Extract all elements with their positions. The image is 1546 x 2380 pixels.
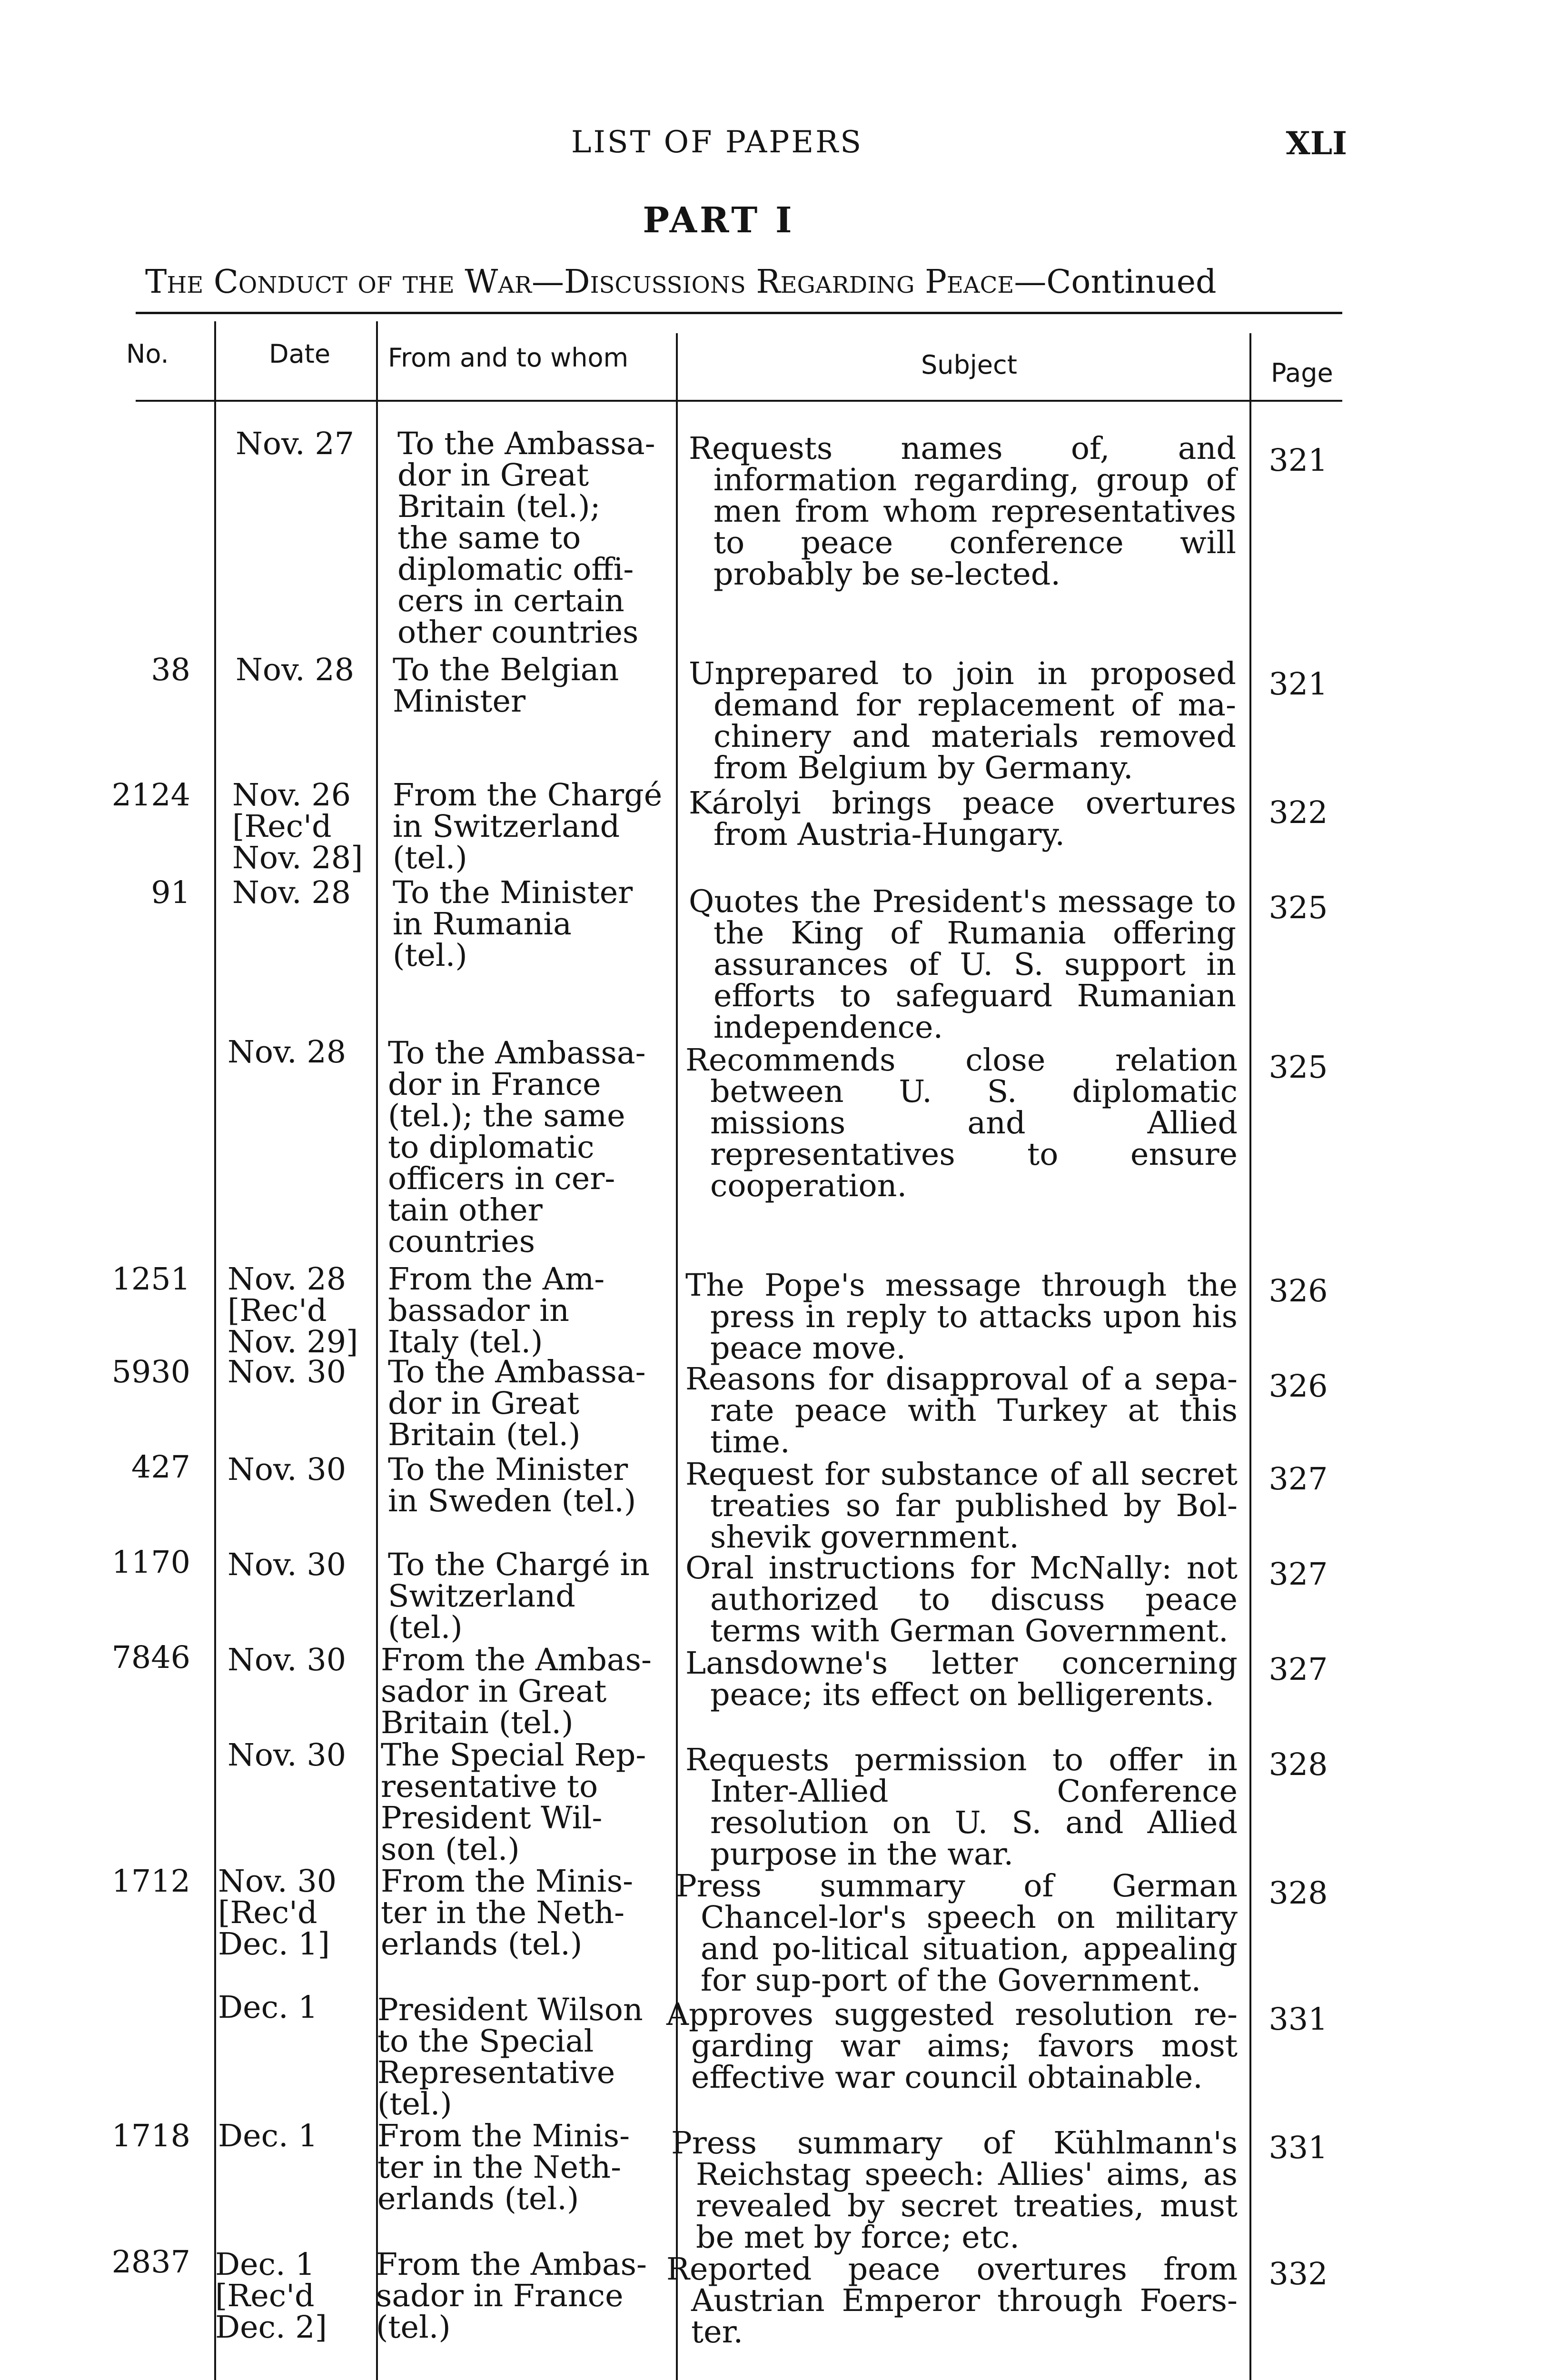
row-page: 321 xyxy=(1269,666,1328,702)
row-number: 5930 xyxy=(111,1354,190,1390)
row-subject xyxy=(685,1042,1238,1204)
row-date: Nov. 30 xyxy=(228,1642,347,1678)
row-subject xyxy=(689,658,1236,784)
row-subject xyxy=(685,1459,1238,1553)
row-subject xyxy=(671,2125,1238,2255)
row-number: 38 xyxy=(151,652,190,688)
row-subject xyxy=(666,1999,1238,2093)
row-date: Dec. 1 [Rec'd Dec. 2] xyxy=(215,2247,327,2345)
row-from: From the Minis- ter in the Neth- erlands (tel.) xyxy=(381,1864,634,1962)
row-subject xyxy=(685,1742,1238,1872)
row-page: 327 xyxy=(1269,1461,1328,1497)
row-date: Nov. 28 xyxy=(232,875,351,911)
row-subject-text: Recommends close relation between U. S. diplomatic missions and Allied representatives to ensure cooperation. xyxy=(685,1042,1238,1204)
row-page: 331 xyxy=(1269,2130,1328,2166)
row-from: From the Am- bassador in Italy (tel.) xyxy=(388,1261,605,1360)
row-subject-text: Press summary of German Chancel-lor's speech on military and po-litical situation, appealing for sup-port of the Government. xyxy=(676,1868,1238,1998)
column-divider xyxy=(1249,333,1251,2380)
row-date: Nov. 26 [Rec'd Nov. 28] xyxy=(232,777,363,876)
row-page: 328 xyxy=(1269,1747,1328,1783)
row-from: From the Chargé in Switzerland (tel.) xyxy=(393,777,663,876)
column-header-subject: Subject xyxy=(921,350,1017,380)
row-date: Nov. 30 xyxy=(228,1737,347,1773)
row-page: 327 xyxy=(1269,1557,1328,1592)
row-date: Dec. 1 xyxy=(218,1990,318,2025)
table-top-rule xyxy=(136,312,1342,314)
row-from: The Special Rep- resentative to President Wil- son (tel.) xyxy=(381,1737,646,1867)
row-date: Dec. 1 xyxy=(218,2118,318,2154)
row-date: Nov. 30 [Rec'd Dec. 1] xyxy=(218,1864,337,1962)
row-subject-text: Reasons for disapproval of a sepa-rate peace with Turkey at this time. xyxy=(685,1361,1238,1460)
row-date: Nov. 28 xyxy=(228,1034,347,1070)
row-from: To the Ambassa- dor in France (tel.); the same to diplomatic officers in cer- tain other countries xyxy=(388,1035,646,1259)
row-from: To the Chargé in Switzerland (tel.) xyxy=(388,1547,650,1646)
row-from: To the Belgian Minister xyxy=(393,652,619,719)
part-title: PART I xyxy=(643,200,795,241)
page-folio: XLI xyxy=(1286,125,1347,162)
row-page: 325 xyxy=(1269,1050,1328,1085)
row-date: Nov. 30 xyxy=(228,1452,347,1488)
row-subject-text: The Pope's message through the press in reply to attacks upon his peace move. xyxy=(685,1268,1238,1366)
section-title-caps: The Conduct of the War—Discussions Regarding Peace— xyxy=(145,263,1047,301)
row-page: 321 xyxy=(1269,443,1328,478)
section-title xyxy=(145,263,1217,301)
row-subject-text: Requests permission to offer in Inter-Allied Conference resolution on U. S. and Allied purpose in the war. xyxy=(685,1742,1238,1872)
row-subject xyxy=(676,1868,1238,1998)
row-number: 427 xyxy=(131,1449,190,1485)
row-subject-text: Oral instructions for McNally: not authorized to discuss peace terms with German Government. xyxy=(685,1550,1238,1649)
row-subject-text: Károlyi brings peace overtures from Austria-Hungary. xyxy=(689,785,1236,853)
row-date: Nov. 28 [Rec'd Nov. 29] xyxy=(228,1261,358,1360)
row-from: From the Ambas- sador in France (tel.) xyxy=(376,2247,647,2345)
row-subject-text: Request for substance of all secret treaties so far published by Bol-shevik government. xyxy=(685,1457,1238,1555)
row-date: Nov. 28 xyxy=(236,652,355,688)
row-subject-text: Reported peace overtures from Austrian Emperor through Foers-ter. xyxy=(666,2251,1238,2350)
row-page: 327 xyxy=(1269,1652,1328,1687)
column-divider xyxy=(214,321,216,2380)
column-header-page: Page xyxy=(1271,358,1333,388)
row-subject-text: Requests names of, and information regarding, group of men from whom representatives to peace conference will probably be se-lected. xyxy=(689,431,1236,592)
row-number: 1251 xyxy=(111,1261,190,1297)
row-subject-text: Press summary of Kühlmann's Reichstag speech: Allies' aims, as revealed by secret treaties, must be met by force; etc. xyxy=(671,2125,1238,2255)
row-page: 326 xyxy=(1269,1273,1328,1309)
row-subject-text: Lansdowne's letter concerning peace; its effect on belligerents. xyxy=(685,1646,1238,1713)
row-number: 7846 xyxy=(111,1640,190,1676)
row-subject xyxy=(666,2251,1238,2350)
row-number: 2837 xyxy=(111,2244,190,2280)
row-page: 322 xyxy=(1269,795,1328,831)
running-title: LIST OF PAPERS xyxy=(571,125,863,160)
row-subject xyxy=(689,886,1236,1043)
row-number: 2124 xyxy=(111,777,190,813)
row-subject xyxy=(685,1550,1238,1649)
row-from: From the Minis- ter in the Neth- erlands (tel.) xyxy=(377,2118,630,2217)
table-header-rule xyxy=(136,400,1342,402)
row-subject xyxy=(689,433,1236,590)
row-page: 331 xyxy=(1269,2002,1328,2037)
row-date: Nov. 27 xyxy=(236,426,355,462)
row-number: 1718 xyxy=(111,2118,190,2154)
column-header-from: From and to whom xyxy=(388,343,629,373)
row-number: 91 xyxy=(151,875,190,911)
section-title-continued: Continued xyxy=(1046,263,1217,301)
row-from: To the Ambassa- dor in Great Britain (tel.); the same to diplomatic offi- cers in certain other countries xyxy=(397,426,655,650)
row-date: Nov. 30 xyxy=(228,1547,347,1583)
row-page: 328 xyxy=(1269,1875,1328,1911)
row-from: From the Ambas- sador in Great Britain (tel.) xyxy=(381,1642,652,1741)
row-subject xyxy=(685,1361,1238,1460)
column-header-no: No. xyxy=(126,339,169,369)
row-subject-text: Approves suggested resolution re-garding war aims; favors most effective war council obtainable. xyxy=(666,1997,1238,2095)
row-from: President Wilson to the Special Representative (tel.) xyxy=(377,1992,643,2122)
row-subject-text: Quotes the President's message to the King of Rumania offering assurances of U. S. support in efforts to safeguard Rumanian independence. xyxy=(689,884,1236,1045)
row-from: To the Minister in Sweden (tel.) xyxy=(388,1452,636,1519)
row-date: Nov. 30 xyxy=(228,1354,347,1390)
row-from: To the Minister in Rumania (tel.) xyxy=(393,875,633,973)
row-page: 332 xyxy=(1269,2256,1328,2292)
row-subject-text: Unprepared to join in proposed demand for replacement of ma-chinery and materials removed from Belgium by Germany. xyxy=(689,656,1236,786)
row-subject xyxy=(685,1648,1238,1711)
row-subject xyxy=(685,1270,1238,1364)
row-page: 325 xyxy=(1269,890,1328,926)
row-page: 326 xyxy=(1269,1368,1328,1404)
row-number: 1170 xyxy=(111,1545,190,1580)
row-subject xyxy=(689,785,1236,853)
row-from: To the Ambassa- dor in Great Britain (tel.) xyxy=(388,1354,646,1453)
row-number: 1712 xyxy=(111,1864,190,1899)
column-header-date: Date xyxy=(269,339,331,369)
